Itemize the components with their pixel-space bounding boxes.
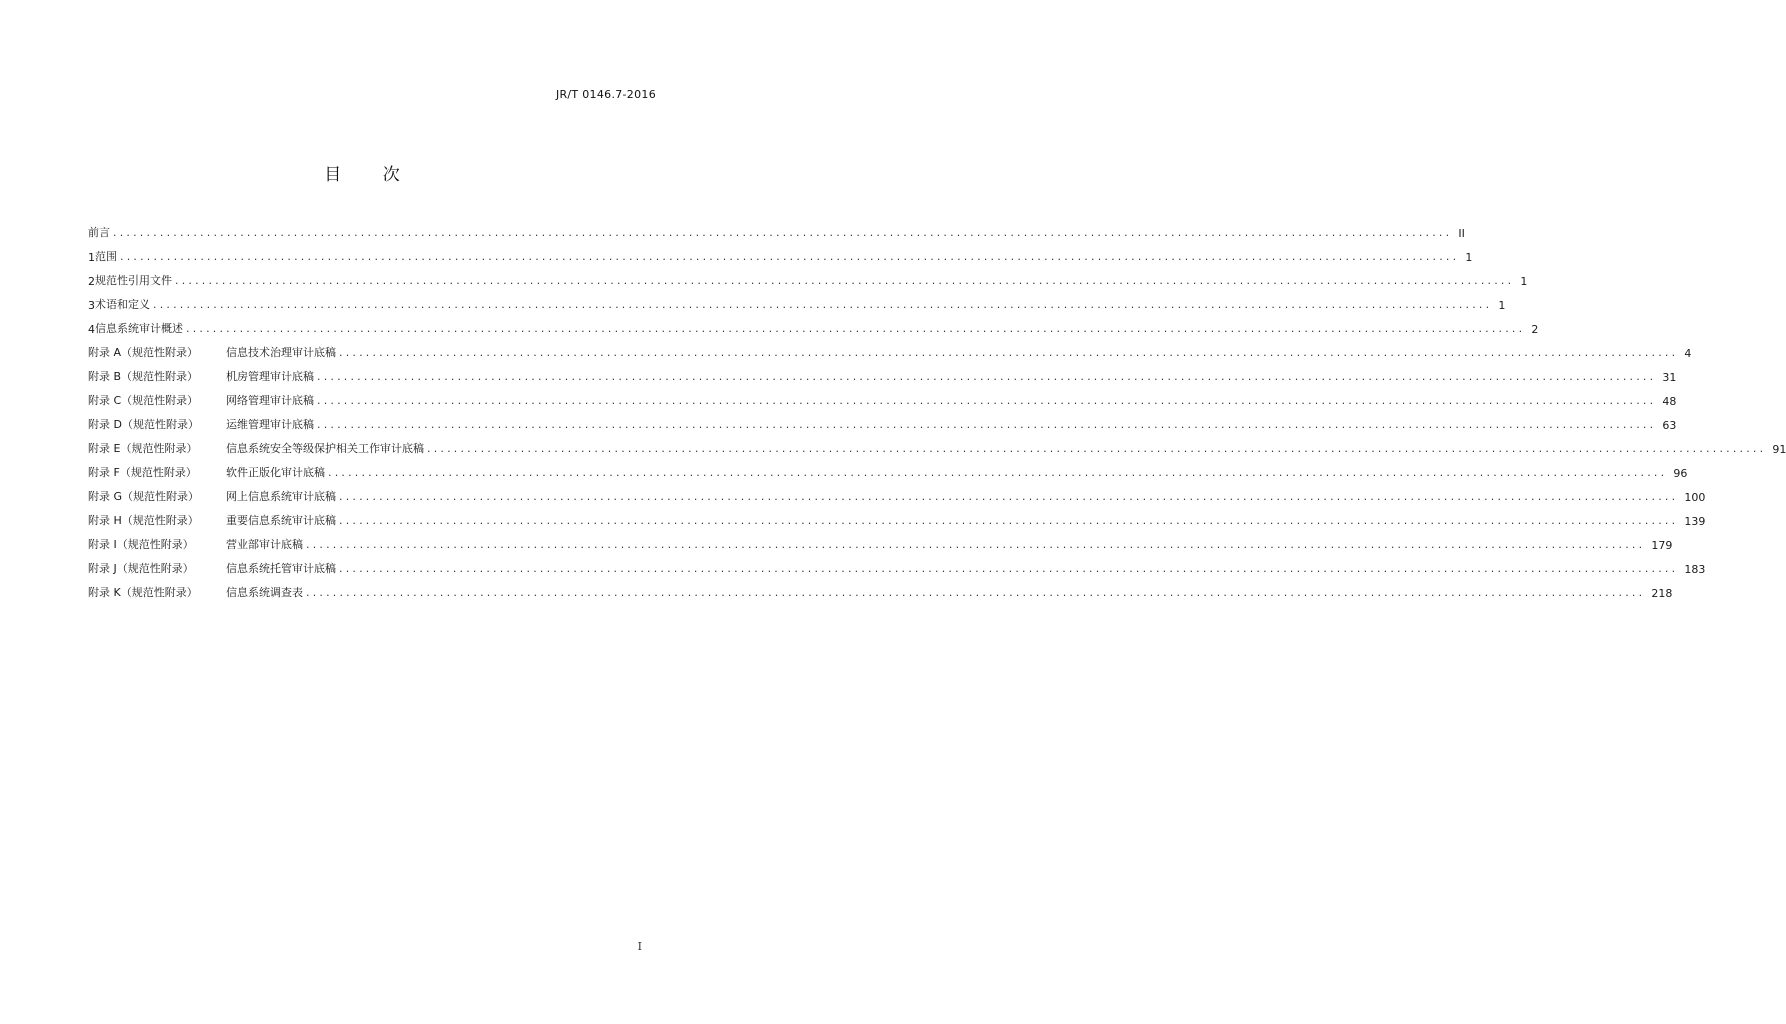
toc-entry-page-number: II [1458, 227, 1465, 240]
toc-entry-leader-dots: ........................................................................................................................................................................................................ [427, 442, 1767, 455]
toc-entry-page-number: 1 [1465, 251, 1473, 264]
toc-entry-number: 4 [88, 323, 95, 336]
toc-entry-appendix-prefix: 附录 D（规范性附录） [88, 418, 199, 431]
toc-entry[interactable] [88, 576, 1673, 600]
toc-entry-page-number: 139 [1684, 515, 1706, 528]
toc-entry-number: 2 [88, 275, 95, 288]
page-title [0, 160, 724, 185]
toc-entry-page-number: 218 [1651, 587, 1673, 600]
toc-entry-page-number: 1 [1520, 275, 1528, 288]
toc-entry-page-number: 1 [1498, 299, 1506, 312]
toc-entry[interactable] [88, 552, 1706, 576]
toc-entry-leader-dots: ........................................................................................................................................................................................................ [317, 418, 1657, 431]
toc-entry-page-number: 31 [1662, 371, 1677, 384]
toc-entry-appendix-prefix: 附录 C（规范性附录） [88, 394, 199, 407]
toc-entry[interactable] [88, 504, 1706, 528]
standard-code: JR/T 0146.7-2016 [555, 88, 656, 101]
toc-entry[interactable] [88, 480, 1706, 504]
toc-entry-leader-dots: ........................................................................................................................................................................................................ [306, 586, 1646, 599]
toc-entry-label: 运维管理审计底稿 [226, 418, 314, 431]
toc-entry-page-number: 96 [1673, 467, 1688, 480]
toc-entry-leader-dots: ........................................................................................................................................................................................................ [153, 298, 1493, 311]
toc-entry-label: 营业部审计底稿 [226, 538, 303, 551]
toc-entry-label: 网上信息系统审计底稿 [226, 490, 336, 503]
toc-entry-page-number: 100 [1684, 491, 1706, 504]
toc-entry-leader-dots: ........................................................................................................................................................................................................ [306, 538, 1646, 551]
toc-entry-leader-dots: ........................................................................................................................................................................................................ [339, 346, 1679, 359]
toc-entry[interactable] [88, 528, 1673, 552]
toc-entry-page-number: 183 [1684, 563, 1706, 576]
title-char-2: 次 [382, 165, 400, 185]
toc-entry-label: 信息系统安全等级保护相关工作审计底稿 [226, 442, 424, 455]
toc-entry[interactable] [88, 384, 1677, 408]
toc-entry-label: 信息系统调查表 [226, 586, 303, 599]
toc-entry[interactable] [88, 288, 1506, 312]
toc-entry-leader-dots: ........................................................................................................................................................................................................ [113, 226, 1453, 239]
toc-entry-leader-dots: ........................................................................................................................................................................................................ [317, 370, 1657, 383]
toc-entry-appendix-prefix: 附录 B（规范性附录） [88, 370, 199, 383]
toc-entry-label: 规范性引用文件 [95, 274, 172, 287]
toc-entry-label: 重要信息系统审计底稿 [226, 514, 336, 527]
toc-entry[interactable] [88, 240, 1473, 264]
toc-entry-label: 信息技术治理审计底稿 [226, 346, 336, 359]
toc-entry-leader-dots: ........................................................................................................................................................................................................ [120, 250, 1460, 263]
toc-entry-leader-dots: ........................................................................................................................................................................................................ [339, 562, 1679, 575]
toc-entry-appendix-prefix: 附录 I（规范性附录） [88, 538, 194, 551]
toc-entry-label: 网络管理审计底稿 [226, 394, 314, 407]
toc-entry-label: 信息系统审计概述 [95, 322, 183, 335]
footer-page-number: I [637, 940, 642, 953]
toc-entry[interactable] [88, 264, 1528, 288]
title-char-1: 目 [324, 165, 342, 185]
toc-entry-number: 1 [88, 251, 95, 264]
toc-entry[interactable] [88, 432, 1786, 456]
toc-entry-leader-dots: ........................................................................................................................................................................................................ [317, 394, 1657, 407]
toc-entry-label: 术语和定义 [95, 298, 150, 311]
toc-entry-appendix-prefix: 附录 J（规范性附录） [88, 562, 194, 575]
toc-entry-label: 范围 [95, 250, 117, 263]
toc-entry-leader-dots: ........................................................................................................................................................................................................ [186, 322, 1526, 335]
toc-entry-appendix-prefix: 附录 A（规范性附录） [88, 346, 199, 359]
toc-entry-label: 机房管理审计底稿 [226, 370, 314, 383]
toc-entry-label: 信息系统托管审计底稿 [226, 562, 336, 575]
toc-entry-leader-dots: ........................................................................................................................................................................................................ [339, 514, 1679, 527]
toc-entry[interactable] [88, 456, 1688, 480]
toc-entry-label: 软件正版化审计底稿 [226, 466, 325, 479]
toc-entry-appendix-prefix: 附录 K（规范性附录） [88, 586, 198, 599]
toc-entry[interactable] [88, 360, 1677, 384]
toc-entry-page-number: 91 [1772, 443, 1786, 456]
toc-entry-number: 3 [88, 299, 95, 312]
toc-entry-page-number: 4 [1684, 347, 1692, 360]
table-of-contents [88, 216, 1786, 600]
toc-entry[interactable] [88, 216, 1465, 240]
toc-entry-leader-dots: ........................................................................................................................................................................................................ [328, 466, 1668, 479]
toc-entry[interactable] [88, 312, 1539, 336]
toc-entry[interactable] [88, 336, 1692, 360]
toc-entry-page-number: 48 [1662, 395, 1677, 408]
toc-entry-leader-dots: ........................................................................................................................................................................................................ [339, 490, 1679, 503]
toc-entry-page-number: 63 [1662, 419, 1677, 432]
toc-entry-appendix-prefix: 附录 E（规范性附录） [88, 442, 198, 455]
toc-entry-page-number: 2 [1531, 323, 1539, 336]
toc-entry-appendix-prefix: 附录 F（规范性附录） [88, 466, 197, 479]
toc-entry-leader-dots: ........................................................................................................................................................................................................ [175, 274, 1515, 287]
toc-entry-page-number: 179 [1651, 539, 1673, 552]
toc-entry-label: 前言 [88, 226, 110, 239]
toc-entry-appendix-prefix: 附录 G（规范性附录） [88, 490, 200, 503]
toc-entry-appendix-prefix: 附录 H（规范性附录） [88, 514, 199, 527]
toc-entry[interactable] [88, 408, 1677, 432]
